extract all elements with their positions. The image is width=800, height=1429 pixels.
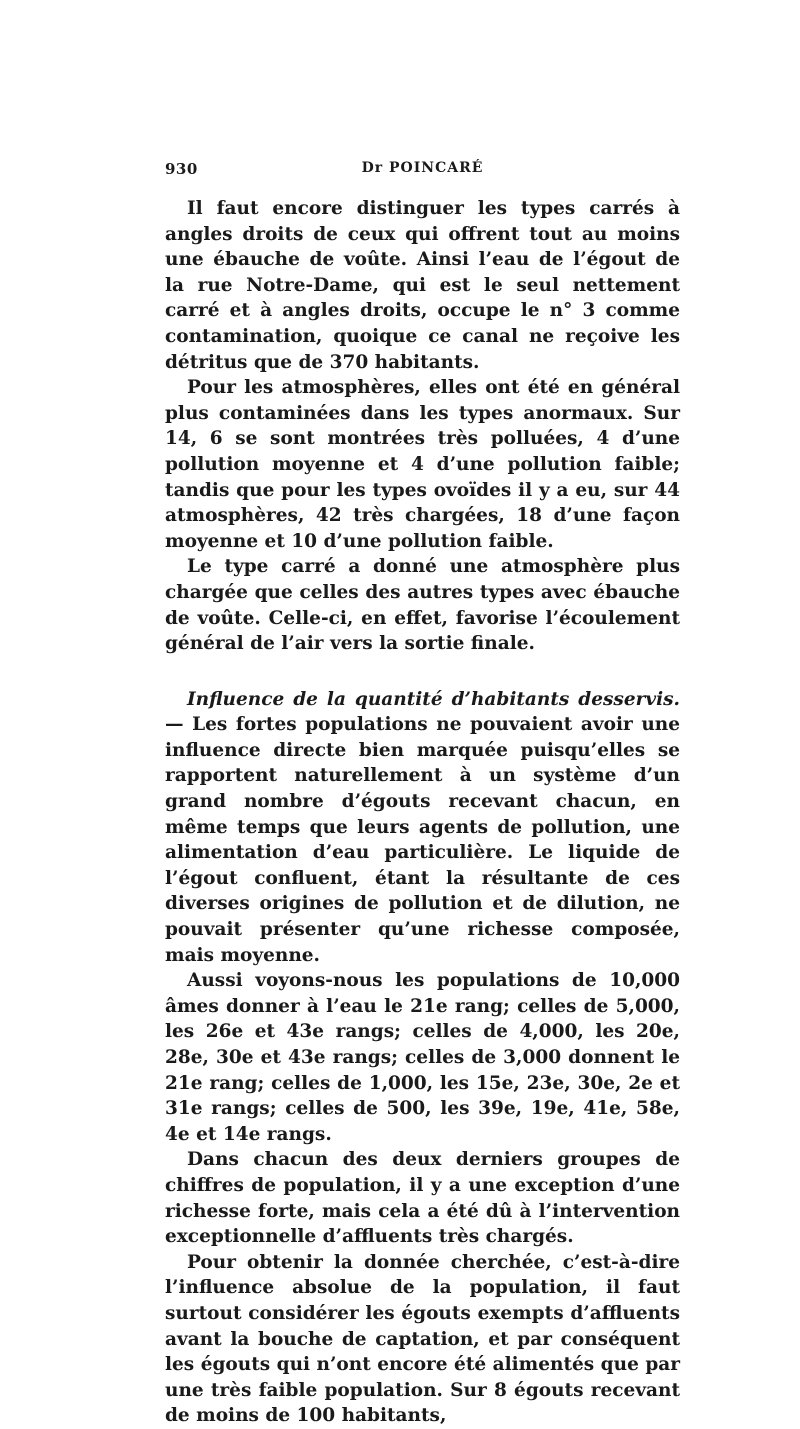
- section-gap: [165, 657, 680, 687]
- header-title: Dr POINCARÉ: [361, 160, 484, 176]
- paragraph-types-carres: Il faut encore distinguer les types carrés à angles droits de ceux qui offrent tout au moins une ébauche de voûte. Ainsi l’eau de l’égout de la rue Notre-Dame, qui est le seul nettement carré et à angles droits, occupe le n° 3 comme contamination, quoique ce canal ne reçoive les détritus que de 370 habitants.: [165, 198, 680, 373]
- paragraph-donnee-cherchee: Pour obtenir la donnée cherchée, c’est-à-dire l’influence absolue de la population, il faut surtout considérer les égouts exempts d’affluents avant la bouche de captation, et par conséquent les égouts qui n’ont encore été alimentés que par une très faible population. Sur 8 égouts recevant de moins de 100 habitants,: [165, 1251, 680, 1427]
- running-head: [165, 160, 680, 182]
- section-first-text: Les fortes populations ne pouvaient avoir une influence directe bien marquée puisqu’elles se rapportent naturellement à un système d’un grand nombre d’égouts recevant chacun, en même temps que leurs agents de pollution, une alimentation d’eau particulière. Le liquide de l’égout confluent, étant la résultante de ces diverses origines de pollution et de dilution, ne pouvait présenter qu’une richesse composée, mais moyenne.: [165, 714, 680, 966]
- section-first-paragraph: [165, 687, 680, 969]
- paragraph-atmospheres: Pour les atmosphères, elles ont été en général plus contaminées dans les types anormaux. Sur 14, 6 se sont montrées très polluées, 4 d’une pollution moyenne et 4 d’une pollution faible; tandis que pour les types ovoïdes il y a eu, sur 44 atmosphères, 42 très chargées, 18 d’une façon moyenne et 10 d’une pollution faible.: [165, 377, 680, 552]
- section-dash: —: [165, 714, 193, 736]
- paragraph-exception: Dans chacun des deux derniers groupes de chiffres de population, il y a une exception d’une richesse forte, mais cela a été dû à l’intervention exceptionnelle d’affluents très chargés.: [165, 1149, 680, 1248]
- body-text: [165, 196, 680, 1429]
- section-title: Influence de la quantité d’habitants desservis.: [187, 688, 680, 710]
- paragraph-populations-rangs: Aussi voyons-nous les populations de 10,000 âmes donner à l’eau le 21e rang; celles de 5,000, les 26e et 43e rangs; celles de 4,000, les 20e, 28e, 30e et 43e rangs; celles de 3,000 donnent le 21e rang; celles de 1,000, les 15e, 23e, 30e, 2e et 31e rangs; celles de 500, les 39e, 19e, 41e, 58e, 4e et 14e rangs.: [165, 970, 680, 1145]
- page-number: 930: [165, 160, 198, 178]
- paragraph-type-carre-atmosphere: Le type carré a donné une atmosphère plus chargée que celles des autres types avec ébauche de voûte. Celle-ci, en effet, favorise l’écoulement général de l’air vers la sortie finale.: [165, 556, 680, 655]
